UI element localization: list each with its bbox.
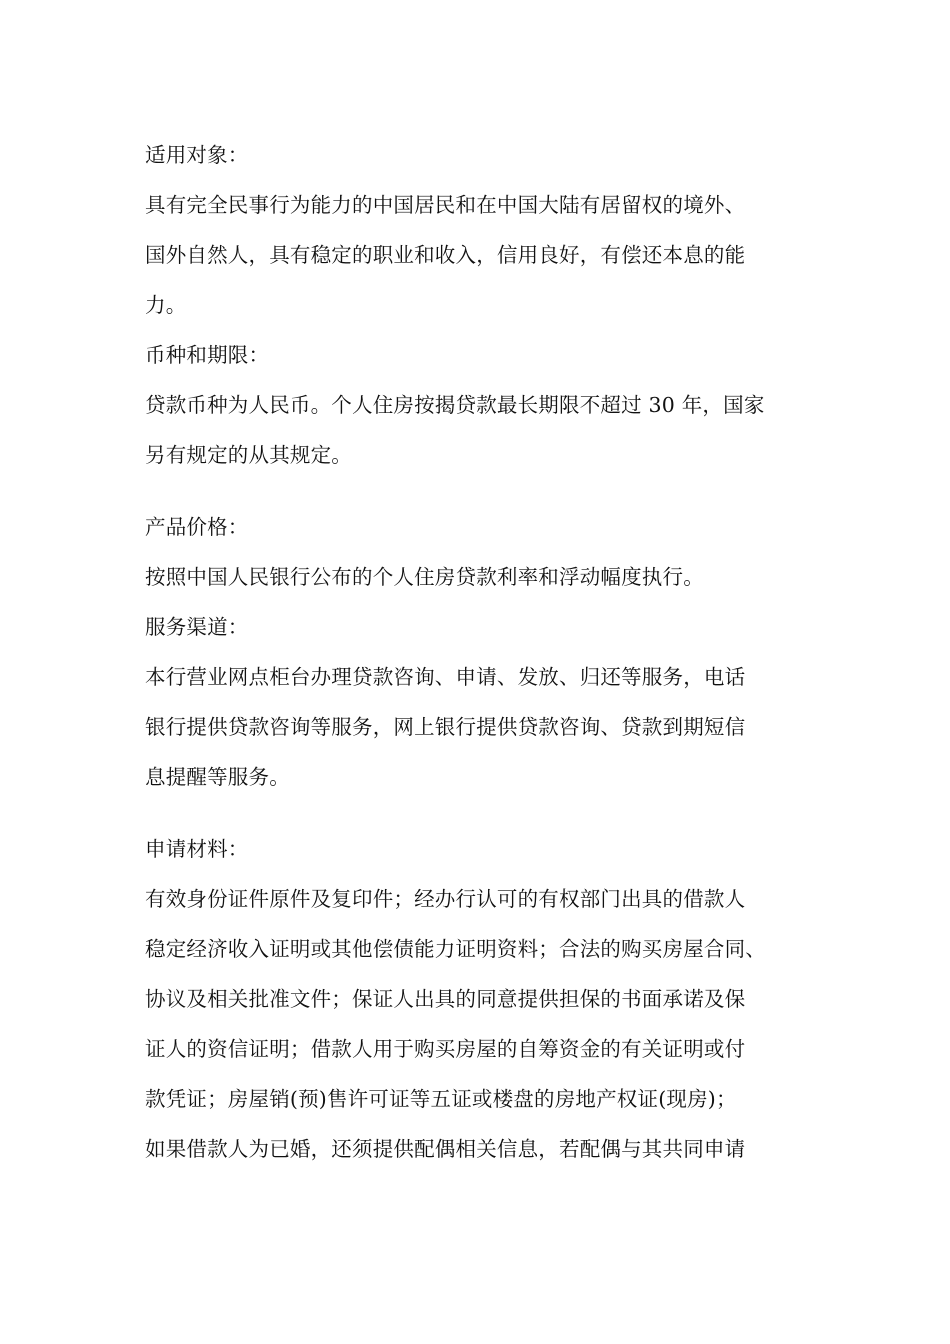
paragraph-line: 稳定经济收入证明或其他偿债能力证明资料；合法的购买房屋合同、 [145, 937, 766, 961]
paragraph-line: 银行提供贷款咨询等服务，网上银行提供贷款咨询、贷款到期短信 [145, 715, 746, 739]
section-heading: 产品价格： [145, 515, 249, 539]
section-heading: 申请材料： [145, 837, 249, 861]
paragraph-line: 有效身份证件原件及复印件；经办行认可的有权部门出具的借款人 [145, 887, 746, 911]
paragraph-line: 协议及相关批准文件；保证人出具的同意提供担保的书面承诺及保 [145, 987, 746, 1011]
paragraph-line: 息提醒等服务。 [145, 765, 290, 789]
section-spacer [145, 802, 810, 824]
section-heading: 适用对象： [145, 143, 249, 167]
paragraph-line: 证人的资信证明；借款人用于购买房屋的自筹资金的有关证明或付 [145, 1037, 746, 1061]
paragraph-line: 另有规定的从其规定。 [145, 443, 352, 467]
paragraph-line: 力。 [145, 293, 187, 317]
section-applicable-objects [145, 130, 810, 330]
paragraph-line: 本行营业网点柜台办理贷款咨询、申请、发放、归还等服务，电话 [145, 665, 746, 689]
paragraph-line: 贷款币种为人民币。个人住房按揭贷款最长期限不超过 30 年，国家 [145, 393, 765, 417]
paragraph-line: 款凭证；房屋销(预)售许可证等五证或楼盘的房地产权证(现房)； [145, 1087, 737, 1111]
section-spacer [145, 480, 810, 502]
paragraph-line: 具有完全民事行为能力的中国居民和在中国大陆有居留权的境外、 [145, 193, 746, 217]
paragraph-line: 国外自然人，具有稳定的职业和收入，信用良好，有偿还本息的能 [145, 243, 746, 267]
section-service-channels [145, 602, 810, 802]
section-product-price [145, 502, 810, 602]
section-application-materials [145, 824, 810, 1174]
paragraph-line: 如果借款人为已婚，还须提供配偶相关信息，若配偶与其共同申请 [145, 1137, 746, 1161]
paragraph-line: 按照中国人民银行公布的个人住房贷款利率和浮动幅度执行。 [145, 565, 704, 589]
section-currency-and-term [145, 330, 810, 480]
section-heading: 币种和期限： [145, 343, 270, 367]
document-body [145, 130, 810, 1174]
section-heading: 服务渠道： [145, 615, 249, 639]
